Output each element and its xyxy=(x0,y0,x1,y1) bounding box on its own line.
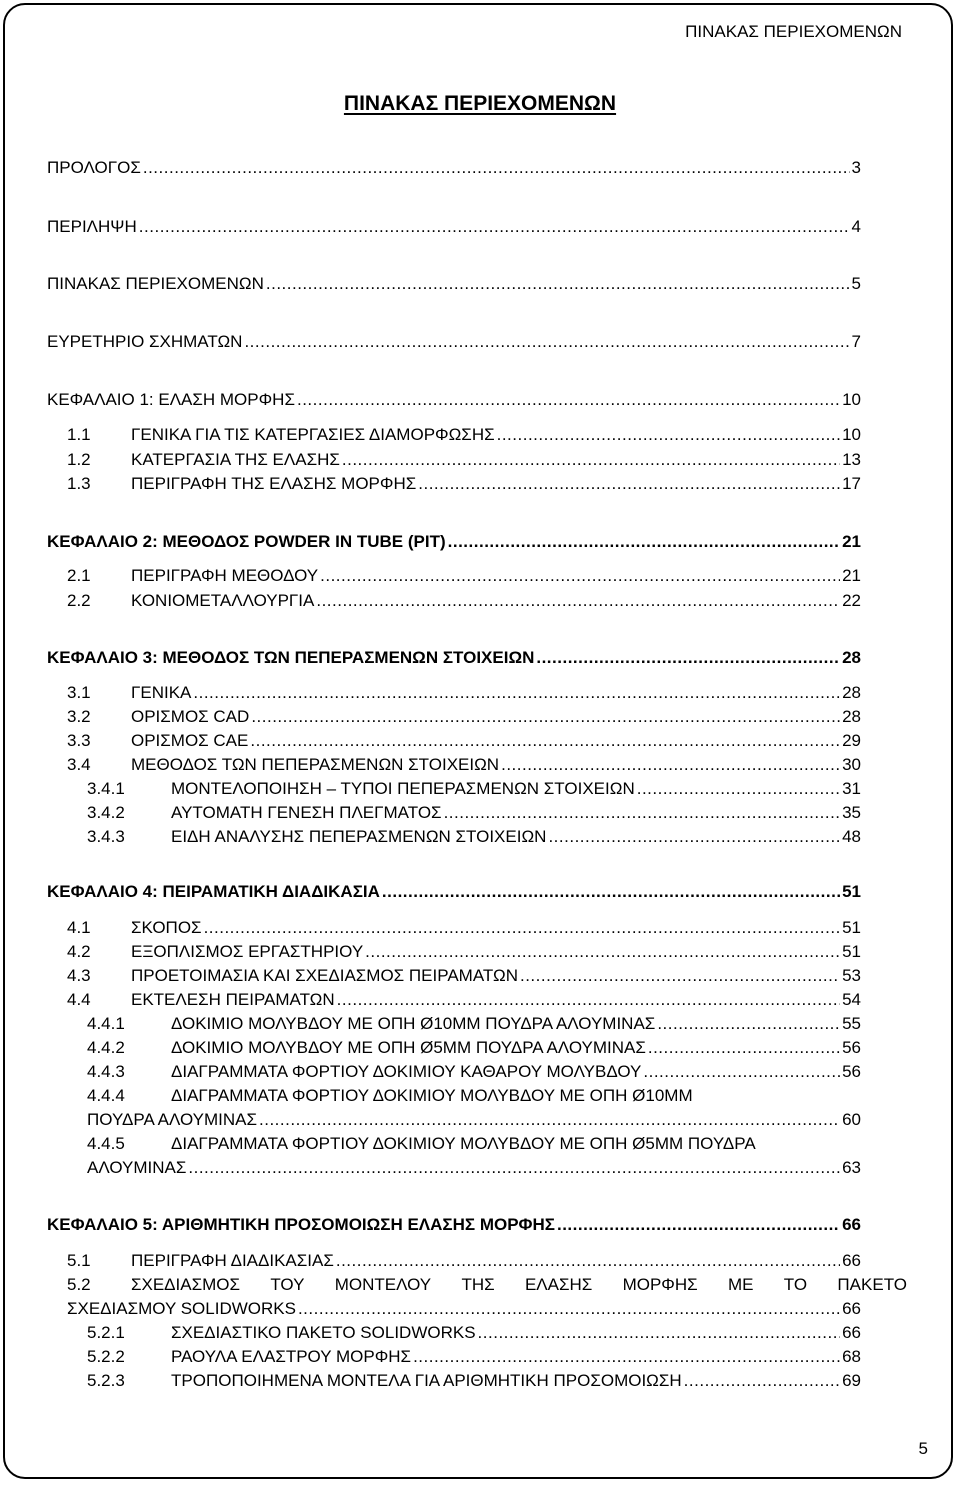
toc-chapter-3[interactable] xyxy=(0,646,960,670)
dot-leader xyxy=(298,1297,840,1321)
toc-section-number: 4.4.2 xyxy=(87,1038,125,1057)
toc-section[interactable] xyxy=(0,916,960,940)
dot-leader xyxy=(478,1321,841,1345)
toc-entry-title: ΔΙΑΓΡΑΜΜΑΤΑ ΦΟΡΤΙΟΥ ΔΟΚΙΜΙΟΥ ΚΑΘΑΡΟΥ ΜΟΛΥΒΔΟΥ xyxy=(171,1062,642,1081)
dot-leader xyxy=(557,1213,840,1237)
toc-section[interactable] xyxy=(0,589,960,613)
toc-subsection-continued[interactable] xyxy=(0,1108,960,1132)
dot-leader xyxy=(382,880,840,904)
toc-section-number: 1.3 xyxy=(67,474,91,493)
dot-leader xyxy=(501,753,840,777)
toc-section-number: 1.1 xyxy=(67,425,91,444)
toc-page-number: 30 xyxy=(842,755,861,774)
toc-entry-title: ΠΕΡΙΛΗΨΗ xyxy=(47,217,137,236)
toc-page-number: 60 xyxy=(842,1110,861,1129)
toc-section[interactable] xyxy=(0,1249,960,1273)
toc-page-number: 51 xyxy=(842,882,861,901)
dot-leader xyxy=(188,1156,840,1180)
toc-page-number: 66 xyxy=(842,1299,861,1318)
toc-entry-title-line2: ΣΧΕΔΙΑΣΜΟΥ SOLIDWORKS xyxy=(67,1299,296,1318)
toc-subsection[interactable] xyxy=(0,1345,960,1369)
toc-subsection[interactable] xyxy=(0,1369,960,1393)
toc-entry-title: ΓΕΝΙΚΑ ΓΙΑ ΤΙΣ ΚΑΤΕΡΓΑΣΙΕΣ ΔΙΑΜΟΡΦΩΣΗΣ xyxy=(131,425,495,444)
dot-leader xyxy=(497,423,840,447)
toc-entry-title: ΤΡΟΠΟΠΟΙΗΜΕΝΑ ΜΟΝΤΕΛΑ ΓΙΑ ΑΡΙΘΜΗΤΙΚΗ ΠΡΟΣΟΜΟΙΩΣΗ xyxy=(171,1371,682,1390)
toc-section-number: 2.1 xyxy=(67,566,91,585)
toc-title-word: ΜΟΝΤΕΛΟΥ xyxy=(334,1275,432,1294)
toc-section[interactable] xyxy=(0,423,960,447)
toc-page-number: 5 xyxy=(851,274,861,293)
toc-page-number: 3 xyxy=(851,158,861,177)
toc-page-number: 29 xyxy=(842,731,861,750)
dot-leader xyxy=(266,272,850,296)
toc-page-number: 55 xyxy=(842,1014,861,1033)
toc-page-number: 54 xyxy=(842,990,861,1009)
toc-section[interactable] xyxy=(0,564,960,588)
page-number: 5 xyxy=(918,1439,928,1458)
toc-entry-title: ΓΕΝΙΚΑ xyxy=(131,683,192,702)
dot-leader xyxy=(250,729,840,753)
toc-chapter-1[interactable] xyxy=(0,388,960,412)
toc-subsection-continued[interactable] xyxy=(0,1156,960,1180)
toc-page-number: 7 xyxy=(851,332,861,351)
dot-leader xyxy=(643,1060,840,1084)
toc-section-number: 5.2 xyxy=(67,1275,91,1294)
dot-leader xyxy=(204,916,841,940)
toc-page-number: 35 xyxy=(842,803,861,822)
toc-entry-title-line1: ΔΙΑΓΡΑΜΜΑΤΑ ΦΟΡΤΙΟΥ ΔΟΚΙΜΙΟΥ ΜΟΛΥΒΔΟΥ ΜΕ ΟΠΗ Ø5ΜΜ ΠΟΥΔΡΑ xyxy=(171,1134,756,1153)
toc-entry-title: ΠΕΡΙΓΡΑΦΗ ΔΙΑΔΙΚΑΣΙΑΣ xyxy=(131,1251,334,1270)
toc-page-number: 56 xyxy=(842,1062,861,1081)
toc-section[interactable] xyxy=(0,988,960,1012)
toc-section-number: 4.3 xyxy=(67,966,91,985)
toc-section-number: 4.4.1 xyxy=(87,1014,125,1033)
toc-entry-title: ΑΥΤΟΜΑΤΗ ΓΕΝΕΣΗ ΠΛΕΓΜΑΤΟΣ xyxy=(171,803,442,822)
toc-entry-title: ΕΙΔΗ ΑΝΑΛΥΣΗΣ ΠΕΠΕΡΑΣΜΕΝΩΝ ΣΤΟΙΧΕΙΩΝ xyxy=(171,827,547,846)
toc-page-number: 10 xyxy=(842,425,861,444)
dot-leader xyxy=(536,646,840,670)
dot-leader xyxy=(259,1108,840,1132)
toc-entry-title: ΡΑΟΥΛΑ ΕΛΑΣΤΡΟΥ ΜΟΡΦΗΣ xyxy=(171,1347,412,1366)
toc-page-number: 4 xyxy=(851,217,861,236)
toc-section-number: 4.4 xyxy=(67,990,91,1009)
toc-section-number: 3.4.2 xyxy=(87,803,125,822)
toc-entry-title: ΠΡΟΕΤΟΙΜΑΣΙΑ ΚΑΙ ΣΧΕΔΙΑΣΜΟΣ ΠΕΙΡΑΜΑΤΩΝ xyxy=(131,966,518,985)
toc-section[interactable] xyxy=(0,1273,960,1297)
toc-section-number: 5.2.1 xyxy=(87,1323,125,1342)
dot-leader xyxy=(418,472,840,496)
toc-entry-title: ΚΕΦΑΛΑΙΟ 2: ΜΕΘΟΔΟΣ POWDER IN TUBE (PIT) xyxy=(47,532,446,551)
toc-subsection[interactable] xyxy=(0,777,960,801)
toc-section[interactable] xyxy=(0,729,960,753)
toc-chapter-4[interactable] xyxy=(0,880,960,904)
toc-page-number: 51 xyxy=(842,918,861,937)
toc-section[interactable] xyxy=(0,964,960,988)
toc-section-number: 3.1 xyxy=(67,683,91,702)
dot-leader xyxy=(684,1369,840,1393)
toc-page-number: 17 xyxy=(842,474,861,493)
toc-entry-title: ΕΥΡΕΤΗΡΙΟ ΣΧΗΜΑΤΩΝ xyxy=(47,332,243,351)
toc-entry-title-line2: ΠΟΥΔΡΑ ΑΛΟΥΜΙΝΑΣ xyxy=(87,1110,258,1129)
toc-chapter-2[interactable] xyxy=(0,530,960,554)
running-header: ΠΙΝΑΚΑΣ ΠΕΡΙΕΧΟΜΕΝΩΝ xyxy=(685,22,902,41)
toc-section-number: 4.4.3 xyxy=(87,1062,125,1081)
toc-section[interactable] xyxy=(0,448,960,472)
toc-section-number: 3.4.1 xyxy=(87,779,125,798)
toc-section-number: 3.4.3 xyxy=(87,827,125,846)
toc-entry-title: ΚΕΦΑΛΑΙΟ 5: ΑΡΙΘΜΗΤΙΚΗ ΠΡΟΣΟΜΟΙΩΣΗ ΕΛΑΣΗΣ ΜΟΡΦΗΣ xyxy=(47,1215,555,1234)
toc-page-number: 63 xyxy=(842,1158,861,1177)
page-title xyxy=(0,92,960,116)
dot-leader xyxy=(336,1249,840,1273)
toc-section[interactable] xyxy=(0,681,960,705)
toc-title-word: ΤΟ xyxy=(783,1275,808,1294)
toc-section-number: 2.2 xyxy=(67,591,91,610)
toc-subsection[interactable] xyxy=(0,1036,960,1060)
toc-entry-title: ΠΕΡΙΓΡΑΦΗ ΜΕΘΟΔΟΥ xyxy=(131,566,319,585)
dot-leader xyxy=(320,564,840,588)
toc-section[interactable] xyxy=(0,705,960,729)
toc-entry-title-line1 xyxy=(131,1273,907,1297)
toc-section-number: 4.2 xyxy=(67,942,91,961)
toc-page-number: 31 xyxy=(842,779,861,798)
toc-section-number: 3.4 xyxy=(67,755,91,774)
toc-page-number: 66 xyxy=(842,1323,861,1342)
toc-section-number: 1.2 xyxy=(67,450,91,469)
toc-subsection[interactable] xyxy=(0,1132,960,1156)
toc-title-word: ΕΛΑΣΗΣ xyxy=(524,1275,593,1294)
toc-section-number: 4.4.4 xyxy=(87,1086,125,1105)
toc-section-number: 5.2.3 xyxy=(87,1371,125,1390)
toc-entry-title: ΔΟΚΙΜΙΟ ΜΟΛΥΒΔΟΥ ΜΕ ΟΠΗ Ø5ΜΜ ΠΟΥΔΡΑ ΑΛΟΥΜΙΝΑΣ xyxy=(171,1038,646,1057)
toc-page-number: 28 xyxy=(842,648,861,667)
toc-section-number: 4.4.5 xyxy=(87,1134,125,1153)
toc-entry-title: ΜΟΝΤΕΛΟΠΟΙΗΣΗ – ΤΥΠΟΙ ΠΕΠΕΡΑΣΜΕΝΩΝ ΣΤΟΙΧΕΙΩΝ xyxy=(171,779,635,798)
toc-section-number: 4.1 xyxy=(67,918,91,937)
toc-section-continued[interactable] xyxy=(0,1297,960,1321)
dot-leader xyxy=(648,1036,840,1060)
dot-leader xyxy=(337,988,840,1012)
toc-entry-front[interactable] xyxy=(0,156,960,180)
toc-page-number: 68 xyxy=(842,1347,861,1366)
toc-section-number: 5.1 xyxy=(67,1251,91,1270)
toc-page-number: 21 xyxy=(842,532,861,551)
toc-chapter-5[interactable] xyxy=(0,1213,960,1237)
dot-leader xyxy=(444,801,841,825)
dot-leader xyxy=(297,388,840,412)
toc-subsection[interactable] xyxy=(0,825,960,849)
toc-page-number: 66 xyxy=(842,1251,861,1270)
toc-entry-title: ΚΕΦΑΛΑΙΟ 4: ΠΕΙΡΑΜΑΤΙΚΗ ΔΙΑΔΙΚΑΣΙΑ xyxy=(47,882,380,901)
toc-entry-front[interactable] xyxy=(0,272,960,296)
dot-leader xyxy=(244,330,849,354)
toc-entry-title: ΔΟΚΙΜΙΟ ΜΟΛΥΒΔΟΥ ΜΕ ΟΠΗ Ø10ΜΜ ΠΟΥΔΡΑ ΑΛΟΥΜΙΝΑΣ xyxy=(171,1014,656,1033)
toc-section[interactable] xyxy=(0,472,960,496)
toc-entry-title: ΣΚΟΠΟΣ xyxy=(131,918,202,937)
toc-page-number: 69 xyxy=(842,1371,861,1390)
dot-leader xyxy=(657,1012,840,1036)
toc-subsection[interactable] xyxy=(0,1012,960,1036)
toc-entry-front[interactable] xyxy=(0,330,960,354)
toc-subsection[interactable] xyxy=(0,1084,960,1108)
dot-leader xyxy=(143,156,850,180)
toc-entry-front[interactable] xyxy=(0,215,960,239)
toc-page-number: 10 xyxy=(842,390,861,409)
dot-leader xyxy=(316,589,840,613)
toc-entry-title: ΟΡΙΣΜΟΣ CAD xyxy=(131,707,250,726)
toc-title-word: ΠΑΚΕΤΟ xyxy=(837,1275,907,1294)
toc-subsection[interactable] xyxy=(0,1321,960,1345)
toc-title-word: ΣΧΕΔΙΑΣΜΟΣ xyxy=(131,1275,241,1294)
toc-entry-title: ΠΡΟΛΟΓΟΣ xyxy=(47,158,141,177)
dot-leader xyxy=(637,777,840,801)
toc-entry-title: ΚΑΤΕΡΓΑΣΙΑ ΤΗΣ ΕΛΑΣΗΣ xyxy=(131,450,340,469)
toc-section[interactable] xyxy=(0,753,960,777)
toc-title-word: ΤΟΥ xyxy=(270,1275,305,1294)
toc-section-number: 3.2 xyxy=(67,707,91,726)
dot-leader xyxy=(413,1345,840,1369)
toc-entry-title: ΚΕΦΑΛΑΙΟ 3: ΜΕΘΟΔΟΣ ΤΩΝ ΠΕΠΕΡΑΣΜΕΝΩΝ ΣΤΟΙΧΕΙΩΝ xyxy=(47,648,535,667)
toc-subsection[interactable] xyxy=(0,1060,960,1084)
toc-entry-title: ΜΕΘΟΔΟΣ ΤΩΝ ΠΕΠΕΡΑΣΜΕΝΩΝ ΣΤΟΙΧΕΙΩΝ xyxy=(131,755,500,774)
toc-entry-title: ΕΚΤΕΛΕΣΗ ΠΕΙΡΑΜΑΤΩΝ xyxy=(131,990,335,1009)
toc-page-number: 22 xyxy=(842,591,861,610)
toc-page-number: 53 xyxy=(842,966,861,985)
toc-page-number: 51 xyxy=(842,942,861,961)
toc-entry-title: ΣΧΕΔΙΑΣΤΙΚΟ ΠΑΚΕΤΟ SOLIDWORKS xyxy=(171,1323,476,1342)
toc-page-number: 48 xyxy=(842,827,861,846)
toc-entry-title-line2: ΑΛΟΥΜΙΝΑΣ xyxy=(87,1158,187,1177)
toc-subsection[interactable] xyxy=(0,801,960,825)
page-title-text: ΠΙΝΑΚΑΣ ΠΕΡΙΕΧΟΜΕΝΩΝ xyxy=(343,92,617,115)
dot-leader xyxy=(365,940,840,964)
toc-entry-title: ΟΡΙΣΜΟΣ CAE xyxy=(131,731,249,750)
toc-title-word: ΜΟΡΦΗΣ xyxy=(622,1275,698,1294)
toc-page-number: 28 xyxy=(842,683,861,702)
toc-entry-title: ΚΟΝΙΟΜΕΤΑΛΛΟΥΡΓΙΑ xyxy=(131,591,315,610)
toc-entry-title: ΕΞΟΠΛΙΣΜΟΣ ΕΡΓΑΣΤΗΡΙΟΥ xyxy=(131,942,364,961)
dot-leader xyxy=(448,530,840,554)
toc-section[interactable] xyxy=(0,940,960,964)
toc-page-number: 21 xyxy=(842,566,861,585)
toc-page-number: 13 xyxy=(842,450,861,469)
toc-page-number: 28 xyxy=(842,707,861,726)
toc-title-word: ΜΕ xyxy=(727,1275,754,1294)
dot-leader xyxy=(548,825,840,849)
dot-leader xyxy=(342,448,840,472)
dot-leader xyxy=(520,964,840,988)
toc-page-number: 56 xyxy=(842,1038,861,1057)
toc-section-number: 5.2.2 xyxy=(87,1347,125,1366)
toc-entry-title-line1: ΔΙΑΓΡΑΜΜΑΤΑ ΦΟΡΤΙΟΥ ΔΟΚΙΜΙΟΥ ΜΟΛΥΒΔΟΥ ΜΕ ΟΠΗ Ø10ΜΜ xyxy=(171,1086,693,1105)
dot-leader xyxy=(251,705,840,729)
toc-entry-title: ΠΙΝΑΚΑΣ ΠΕΡΙΕΧΟΜΕΝΩΝ xyxy=(47,274,264,293)
toc-page-number: 66 xyxy=(842,1215,861,1234)
toc-entry-title: ΚΕΦΑΛΑΙΟ 1: ΕΛΑΣΗ ΜΟΡΦΗΣ xyxy=(47,390,295,409)
toc-title-word: ΤΗΣ xyxy=(461,1275,495,1294)
dot-leader xyxy=(193,681,840,705)
dot-leader xyxy=(139,215,850,239)
toc-section-number: 3.3 xyxy=(67,731,91,750)
toc-entry-title: ΠΕΡΙΓΡΑΦΗ ΤΗΣ ΕΛΑΣΗΣ ΜΟΡΦΗΣ xyxy=(131,474,417,493)
